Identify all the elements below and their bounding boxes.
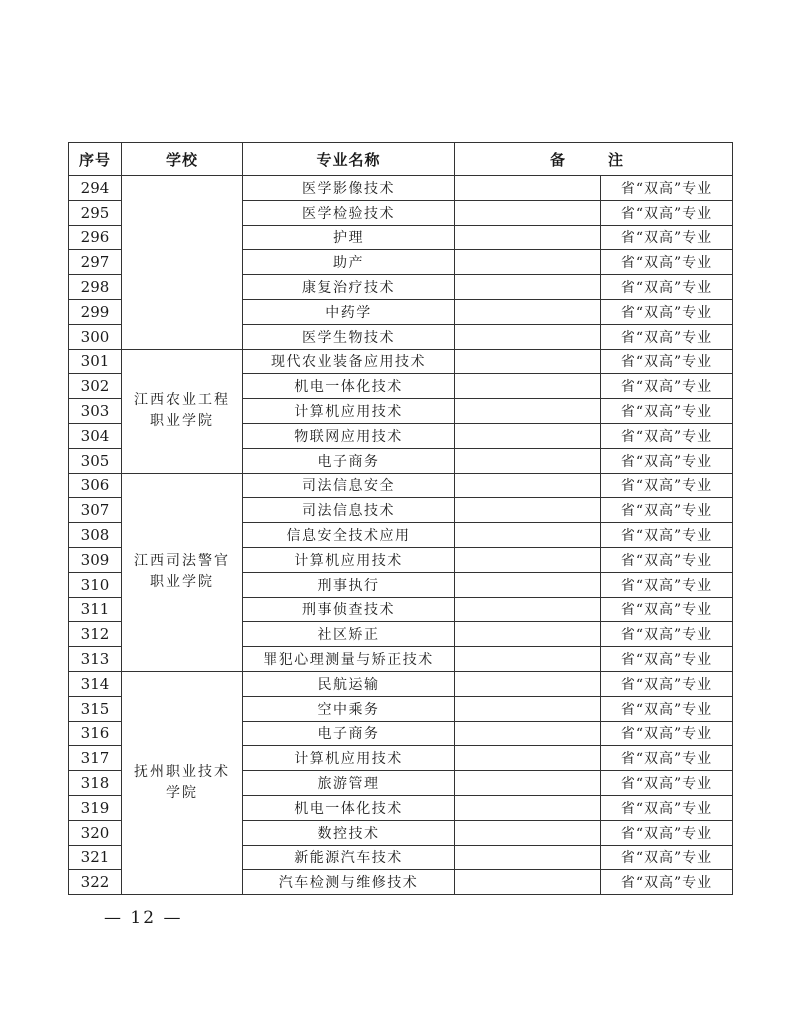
note-cell	[455, 547, 601, 572]
header-remarks: 备 注	[455, 143, 733, 176]
note-cell	[455, 647, 601, 672]
major-name: 新能源汽车技术	[243, 845, 455, 870]
major-name: 电子商务	[243, 721, 455, 746]
row-index: 299	[69, 299, 122, 324]
row-index: 307	[69, 498, 122, 523]
row-index: 298	[69, 275, 122, 300]
row-index: 320	[69, 820, 122, 845]
note-cell	[455, 473, 601, 498]
note-cell	[455, 696, 601, 721]
major-name: 民航运输	[243, 671, 455, 696]
major-name: 罪犯心理测量与矫正技术	[243, 647, 455, 672]
note-cell	[455, 721, 601, 746]
row-index: 302	[69, 374, 122, 399]
remark-cell: 省“双高”专业	[601, 200, 733, 225]
major-name: 旅游管理	[243, 771, 455, 796]
row-index: 304	[69, 423, 122, 448]
note-cell	[455, 275, 601, 300]
note-cell	[455, 176, 601, 201]
row-index: 313	[69, 647, 122, 672]
remark-cell: 省“双高”专业	[601, 597, 733, 622]
remark-cell: 省“双高”专业	[601, 299, 733, 324]
row-index: 322	[69, 870, 122, 895]
row-index: 321	[69, 845, 122, 870]
note-cell	[455, 820, 601, 845]
major-name: 信息安全技术应用	[243, 523, 455, 548]
majors-table	[68, 142, 733, 895]
row-index: 319	[69, 795, 122, 820]
remark-cell: 省“双高”专业	[601, 176, 733, 201]
major-name: 司法信息安全	[243, 473, 455, 498]
note-cell	[455, 870, 601, 895]
note-cell	[455, 845, 601, 870]
major-name: 助产	[243, 250, 455, 275]
major-name: 中药学	[243, 299, 455, 324]
row-index: 309	[69, 547, 122, 572]
remark-cell: 省“双高”专业	[601, 349, 733, 374]
row-index: 306	[69, 473, 122, 498]
table-row	[69, 176, 733, 201]
major-name: 护理	[243, 225, 455, 250]
note-cell	[455, 622, 601, 647]
remark-cell: 省“双高”专业	[601, 523, 733, 548]
row-index: 305	[69, 448, 122, 473]
school-name: 江西农业工程职业学院	[122, 349, 243, 473]
table-row	[69, 671, 733, 696]
remark-cell: 省“双高”专业	[601, 671, 733, 696]
remark-cell: 省“双高”专业	[601, 374, 733, 399]
remark-cell: 省“双高”专业	[601, 622, 733, 647]
table-row	[69, 349, 733, 374]
row-index: 318	[69, 771, 122, 796]
major-name: 计算机应用技术	[243, 547, 455, 572]
table-body	[69, 176, 733, 895]
note-cell	[455, 374, 601, 399]
remark-cell: 省“双高”专业	[601, 696, 733, 721]
major-name: 刑事侦查技术	[243, 597, 455, 622]
row-index: 296	[69, 225, 122, 250]
note-cell	[455, 671, 601, 696]
row-index: 308	[69, 523, 122, 548]
major-name: 医学检验技术	[243, 200, 455, 225]
major-name: 医学生物技术	[243, 324, 455, 349]
note-cell	[455, 200, 601, 225]
remark-cell: 省“双高”专业	[601, 572, 733, 597]
remark-cell: 省“双高”专业	[601, 746, 733, 771]
header-school: 学校	[122, 143, 243, 176]
remark-cell: 省“双高”专业	[601, 225, 733, 250]
major-name: 社区矫正	[243, 622, 455, 647]
major-name: 机电一体化技术	[243, 374, 455, 399]
row-index: 311	[69, 597, 122, 622]
note-cell	[455, 250, 601, 275]
major-name: 医学影像技术	[243, 176, 455, 201]
note-cell	[455, 225, 601, 250]
note-cell	[455, 399, 601, 424]
row-index: 316	[69, 721, 122, 746]
note-cell	[455, 795, 601, 820]
note-cell	[455, 572, 601, 597]
remark-cell: 省“双高”专业	[601, 473, 733, 498]
school-name: 江西司法警官职业学院	[122, 473, 243, 671]
major-name: 康复治疗技术	[243, 275, 455, 300]
row-index: 300	[69, 324, 122, 349]
note-cell	[455, 523, 601, 548]
note-cell	[455, 299, 601, 324]
major-name: 数控技术	[243, 820, 455, 845]
header-major: 专业名称	[243, 143, 455, 176]
note-cell	[455, 423, 601, 448]
remark-cell: 省“双高”专业	[601, 795, 733, 820]
note-cell	[455, 597, 601, 622]
remark-cell: 省“双高”专业	[601, 250, 733, 275]
remark-cell: 省“双高”专业	[601, 771, 733, 796]
remark-cell: 省“双高”专业	[601, 324, 733, 349]
remark-cell: 省“双高”专业	[601, 870, 733, 895]
header-index: 序号	[69, 143, 122, 176]
major-name: 物联网应用技术	[243, 423, 455, 448]
major-name: 司法信息技术	[243, 498, 455, 523]
note-cell	[455, 498, 601, 523]
note-cell	[455, 324, 601, 349]
remark-cell: 省“双高”专业	[601, 399, 733, 424]
row-index: 310	[69, 572, 122, 597]
major-name: 电子商务	[243, 448, 455, 473]
remark-cell: 省“双高”专业	[601, 448, 733, 473]
school-name	[122, 176, 243, 350]
row-index: 295	[69, 200, 122, 225]
major-name: 刑事执行	[243, 572, 455, 597]
table-row	[69, 473, 733, 498]
remark-cell: 省“双高”专业	[601, 721, 733, 746]
major-name: 现代农业装备应用技术	[243, 349, 455, 374]
row-index: 314	[69, 671, 122, 696]
page-number: — 12 —	[104, 908, 183, 928]
remark-cell: 省“双高”专业	[601, 647, 733, 672]
note-cell	[455, 448, 601, 473]
major-name: 空中乘务	[243, 696, 455, 721]
row-index: 301	[69, 349, 122, 374]
note-cell	[455, 746, 601, 771]
remark-cell: 省“双高”专业	[601, 845, 733, 870]
remark-cell: 省“双高”专业	[601, 547, 733, 572]
row-index: 294	[69, 176, 122, 201]
note-cell	[455, 349, 601, 374]
major-name: 计算机应用技术	[243, 399, 455, 424]
school-name: 抚州职业技术学院	[122, 671, 243, 894]
row-index: 303	[69, 399, 122, 424]
table-header-row	[69, 143, 733, 176]
row-index: 297	[69, 250, 122, 275]
remark-cell: 省“双高”专业	[601, 498, 733, 523]
major-name: 计算机应用技术	[243, 746, 455, 771]
remark-cell: 省“双高”专业	[601, 275, 733, 300]
row-index: 317	[69, 746, 122, 771]
note-cell	[455, 771, 601, 796]
row-index: 315	[69, 696, 122, 721]
major-name: 汽车检测与维修技术	[243, 870, 455, 895]
major-name: 机电一体化技术	[243, 795, 455, 820]
remark-cell: 省“双高”专业	[601, 820, 733, 845]
remark-cell: 省“双高”专业	[601, 423, 733, 448]
row-index: 312	[69, 622, 122, 647]
